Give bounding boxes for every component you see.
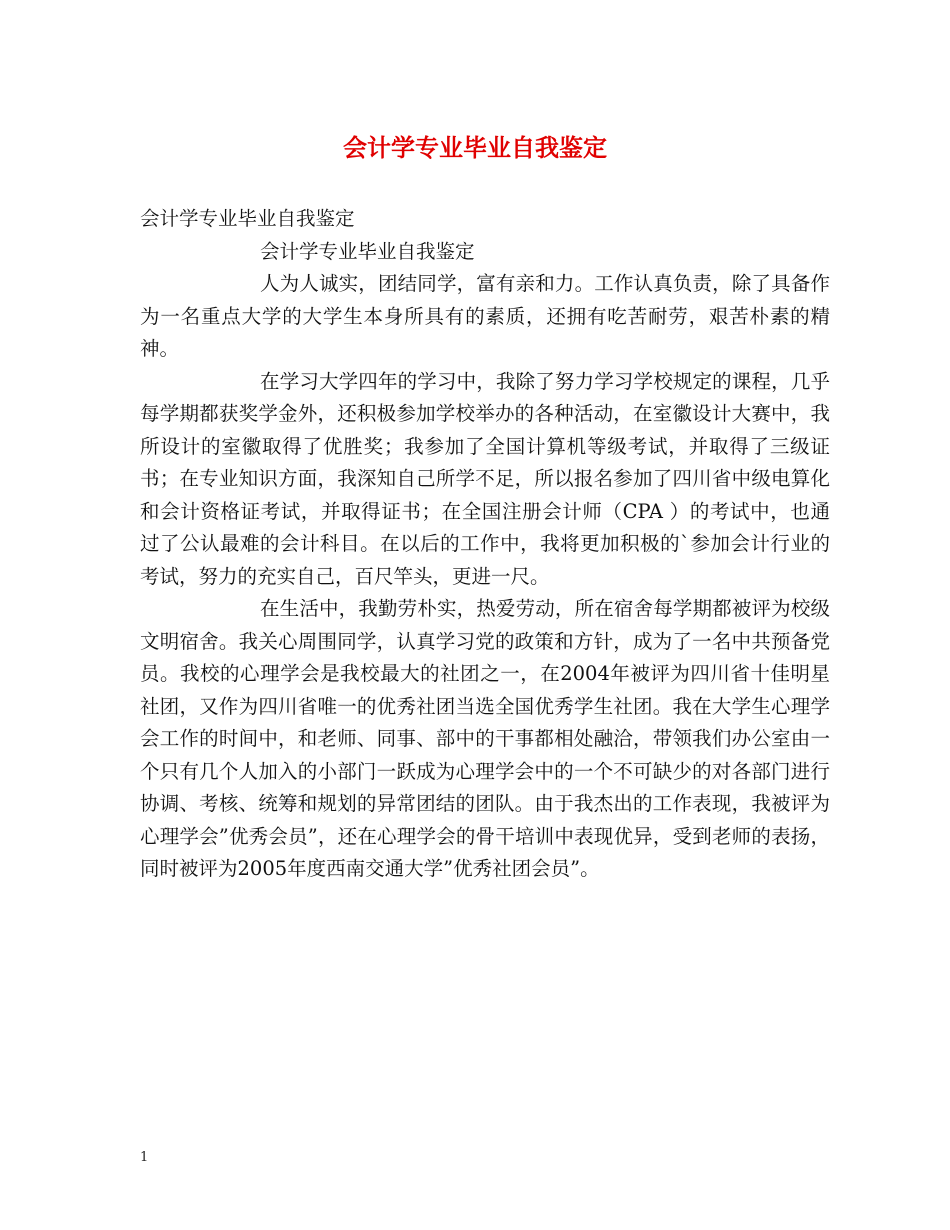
- paragraph-2: 在学习大学四年的学习中，我除了努力学习学校规定的课程，几乎每学期都获奖学金外，还积极参加学校举办的各种活动，在室徽设计大赛中，我所设计的室徽取得了优胜奖；我参加了全国计算机等级考试，并取得了三级证书；在专业知识方面，我深知自己所学不足，所以报名参加了四川省中级电算化和会计资格证考试，并取得证书；在全国注册会计师（CPA ）的考试中，也通过了公认最难的会计科目。在以后的工作中，我将更加积极的`参加会计行业的考试，努力的充实自己，百尺竿头，更进一尺。: [140, 369, 830, 588]
- document-title: 会计学专业毕业自我鉴定: [343, 134, 607, 162]
- document-body: [140, 203, 830, 886]
- paragraph-1: 人为人诚实，团结同学，富有亲和力。工作认真负责，除了具备作为一名重点大学的大学生本身所具有的素质，还拥有吃苦耐劳，艰苦朴素的精神。: [140, 272, 830, 360]
- paragraph-3: 在生活中，我勤劳朴实，热爱劳动，所在宿舍每学期都被评为校级文明宿舍。我关心周围同学，认真学习党的政策和方针，成为了一名中共预备党员。我校的心理学会是我校最大的社团之一，在2004年被评为四川省十佳明星社团，又作为四川省唯一的优秀社团当选全国优秀学生社团。我在大学生心理学会工作的时间中，和老师、同事、部中的干事都相处融洽，带领我们办公室由一个只有几个人加入的小部门一跃成为心理学会中的一个不可缺少的对各部门进行协调、考核、统筹和规划的异常团结的团队。由于我杰出的工作表现，我被评为心理学会”优秀会员”，还在心理学会的骨干培训中表现优异，受到老师的表扬，同时被评为2005年度西南交通大学”优秀社团会员”。: [140, 597, 830, 880]
- heading-plain: 会计学专业毕业自我鉴定: [140, 207, 355, 230]
- page-number: 1: [140, 1150, 149, 1165]
- heading-indented: 会计学专业毕业自我鉴定: [260, 239, 475, 263]
